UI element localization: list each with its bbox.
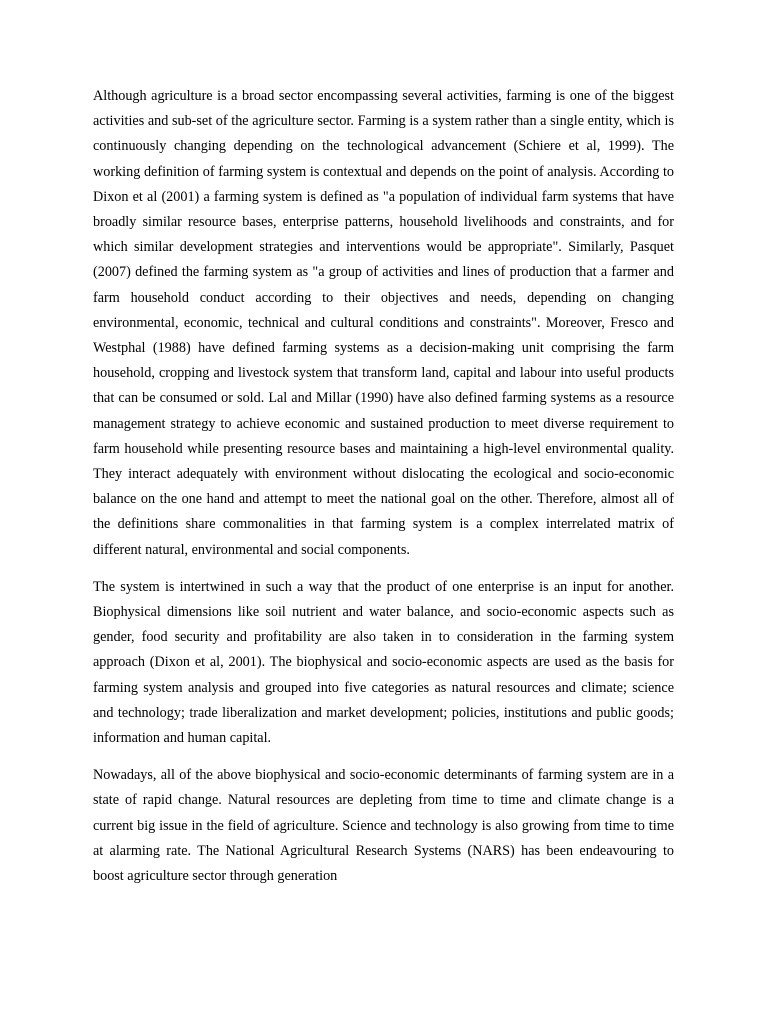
paragraph-system-components: The system is intertwined in such a way that the product of one enterprise is an input for another. Biophysical dimensions like soil nutrient and water balance, and socio-economic aspects such as gender, food security and profitability are also taken in to consideration in the farming system approach (Dixon et al, 2001). The biophysical and socio-economic aspects are used as the basis for farming system analysis and grouped into five categories as natural resources and climate; science and technology; trade liberalization and market development; policies, institutions and public goods; information and human capital. (93, 578, 674, 747)
paragraph-definitions: Although agriculture is a broad sector encompassing several activities, farming is one of the biggest activities and sub-set of the agriculture sector. Farming is a system rather than a single entity, which is continuously changing depending on the technological advancement (Schiere et al, 1999). The working definition of farming system is contextual and depends on the point of analysis. According to Dixon et al (2001) a farming system is defined as "a population of individual farm systems that have broadly similar resource bases, enterprise patterns, household livelihoods and constraints, and for which similar development strategies and interventions would be appropriate". Similarly, Pasquet (2007) defined the farming system as "a group of activities and lines of production that a farmer and farm household conduct according to their objectives and needs, depending on changing environmental, economic, technical and cultural conditions and constraints". Moreover, Fresco and Westphal (1988) have defined farming systems as a decision-making unit comprising the farm household, cropping and livestock system that transform land, capital and labour into useful products that can be consumed or sold. Lal and Millar (1990) have also defined farming systems as a resource management strategy to achieve economic and sustained production to meet diverse requirement to farm household while presenting resource bases and maintaining a high-level environmental quality. They interact adequately with environment without dislocating the ecological and socio-economic balance on the one hand and attempt to meet the national goal on the other. Therefore, almost all of the definitions share commonalities in that farming system is a complex interrelated matrix of different natural, environmental and social components. (93, 88, 674, 558)
paragraph-rapid-change: Nowadays, all of the above biophysical and socio-economic determinants of farming system are in a state of rapid change. Natural resources are depleting from time to time and climate change is a current big issue in the field of agriculture. Science and technology is also growing from time to time at alarming rate. The National Agricultural Research Systems (NARS) has been endeavouring to boost agriculture sector through generation (93, 767, 674, 885)
body-text (93, 84, 674, 901)
